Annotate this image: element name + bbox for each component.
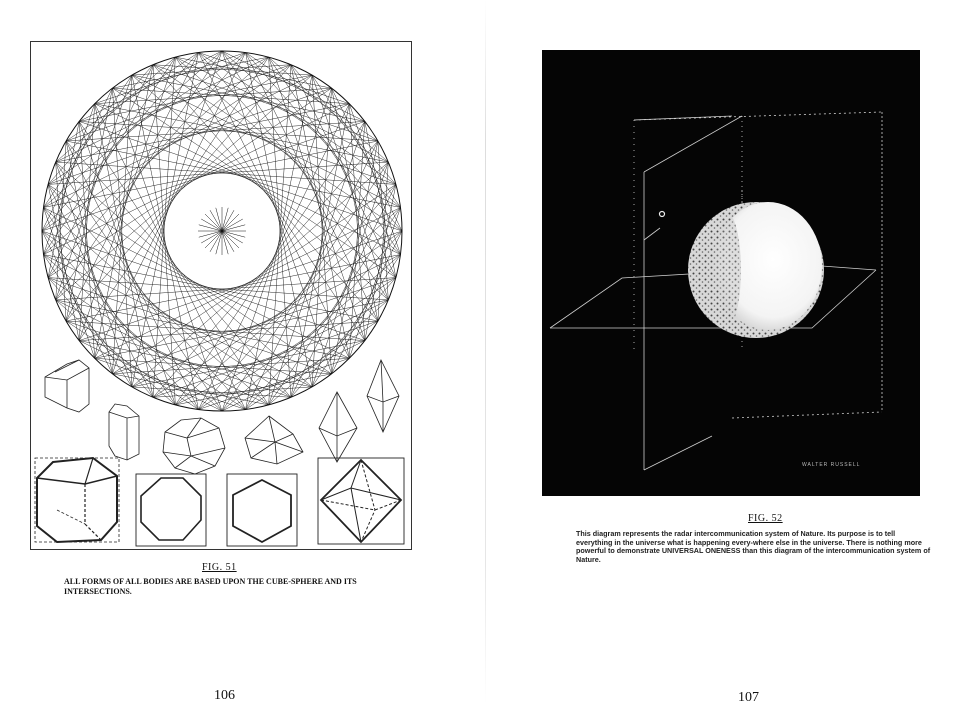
crystal-prism-2 [109, 404, 139, 460]
crystal-prism-1 [45, 360, 89, 412]
bipyramid-1 [319, 392, 357, 462]
figure-52-illustration [542, 50, 920, 496]
figure-52-photo [542, 50, 920, 496]
polyhedron-2 [245, 416, 303, 464]
right-page-number: 107 [738, 690, 759, 705]
cube-box-2 [136, 474, 206, 546]
figure-52-label: FIG. 52 [748, 513, 783, 524]
left-page-number: 106 [214, 688, 235, 703]
figure-51-illustration [31, 42, 411, 549]
center-rosette [198, 207, 246, 255]
figure-51-caption: ALL FORMS OF ALL BODIES ARE BASED UPON THE CUBE-SPHERE AND ITS INTERSECTIONS. [64, 577, 357, 596]
cube-box-1 [35, 458, 119, 542]
figure-51-frame [30, 41, 412, 550]
cube-box-4 [318, 458, 404, 544]
cube-box-3 [227, 474, 297, 546]
crystal-forms [45, 360, 399, 474]
cube-intersections [35, 458, 404, 546]
artist-signature: WALTER RUSSELL [802, 462, 861, 468]
point-marker [660, 212, 665, 217]
left-page [0, 0, 486, 704]
bipyramid-2 [367, 360, 399, 432]
figure-51-label: FIG. 51 [202, 562, 237, 573]
polyhedron-1 [163, 418, 225, 474]
right-page [486, 0, 972, 704]
figure-52-caption: This diagram represents the radar intercommunication system of Nature. Its purpose is to tell everything in the universe what is happening every-where else in the universe. There is nothing more powerful to demonstrate UNIVERSAL ONENESS than this diagram of the intercommunication system of Nature. [576, 529, 931, 564]
